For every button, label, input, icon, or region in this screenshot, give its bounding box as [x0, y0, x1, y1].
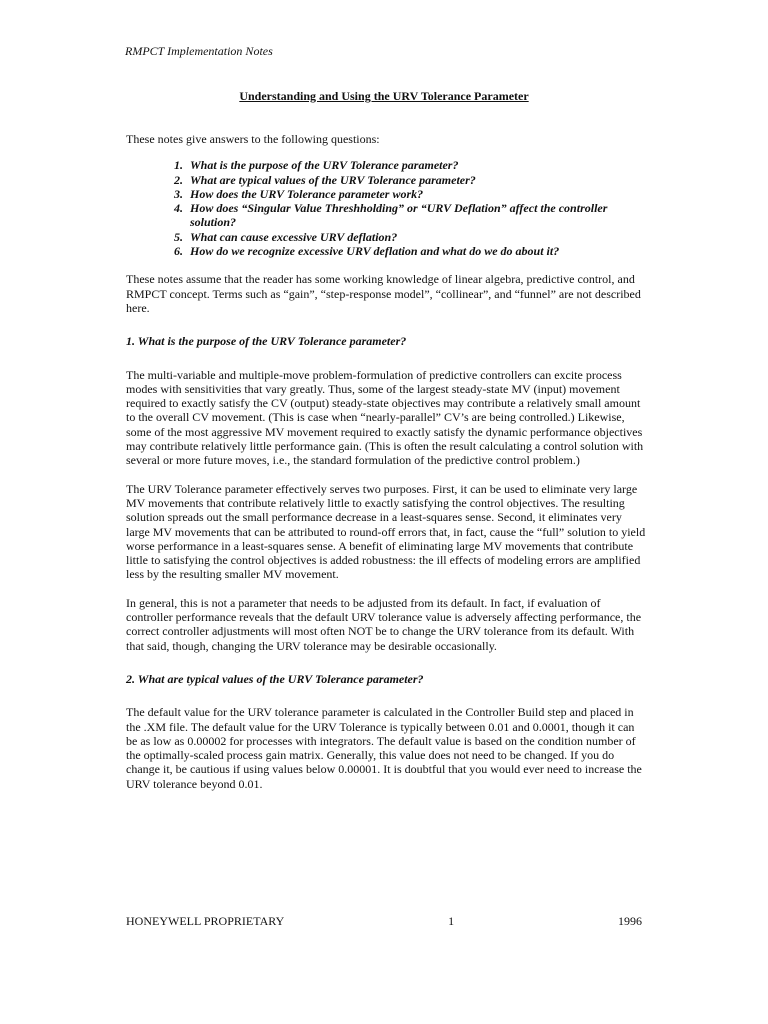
intro-text: These notes give answers to the following questions:	[126, 132, 380, 146]
question-item: 5. What can cause excessive URV deflation?	[186, 230, 646, 244]
section-2-heading: 2. What are typical values of the URV Tolerance parameter?	[126, 671, 424, 686]
assumption-paragraph: These notes assume that the reader has some working knowledge of linear algebra, predictive control, and RMPCT concept. Terms such as “gain”, “step-response model”, “collinear”, and “funnel” are not described here.	[126, 272, 641, 315]
footer-proprietary: HONEYWELL PROPRIETARY	[126, 914, 285, 928]
question-list	[126, 158, 646, 258]
question-item: 1. What is the purpose of the URV Tolerance parameter?	[186, 158, 646, 172]
footer-year: 1996	[617, 914, 642, 928]
question-item: 3. How does the URV Tolerance parameter work?	[186, 187, 646, 201]
section-1-heading: 1. What is the purpose of the URV Tolerance parameter?	[126, 334, 407, 349]
document-title: Understanding and Using the URV Tolerance Parameter	[239, 89, 529, 103]
running-header: RMPCT Implementation Notes	[125, 44, 273, 58]
question-item: 2. What are typical values of the URV Tolerance parameter?	[186, 173, 646, 187]
page-number: 1	[448, 914, 455, 928]
section-1-paragraph-3: In general, this is not a parameter that needs to be adjusted from its default. In fact, if evaluation of controller performance reveals that the default URV tolerance value is adversely affecting performance, the correct controller adjustments will most often NOT be to change the URV tolerance from its default. With that said, though, changing the URV tolerance may be desirable occasionally.	[126, 595, 642, 653]
page-footer	[126, 914, 642, 929]
section-1-paragraph-1: The multi-variable and multiple-move problem-formulation of predictive controllers can excite process modes with sensitivities that vary greatly. Thus, some of the largest steady-state MV (input) movement required to exactly satisfy the CV (output) steady-state objectives may contribute a relatively small amount to the overall CV movement. (This is case when “nearly-parallel” CV’s are being controlled.) Likewise, some of the most aggressive MV movement required to exactly satisfy the dynamic performance objectives may contribute relatively little performance gain. (This is often the result calculating a control solution with several or more future moves, i.e., the standard formulation of the predictive control problem.)	[126, 367, 644, 468]
section-2-paragraph-1: The default value for the URV tolerance parameter is calculated in the Controller Build step and placed in the .XM file. The default value for the URV Tolerance is typically between 0.01 and 0.0001, though it can be as low as 0.00002 for processes with integrators. The default value is based on the condition number of the optimally-scaled process gain matrix. Generally, this value does not need to be changed. If you do change it, be cautious if using values below 0.00001. It is doubtful that you would ever need to increase the URV tolerance beyond 0.01.	[126, 705, 642, 791]
question-item: 4. How does “Singular Value Threshholding” or “URV Deflation” affect the controller solution?	[186, 201, 646, 230]
document-body	[126, 132, 646, 805]
question-item: 6. How do we recognize excessive URV deflation and what do we do about it?	[186, 244, 646, 258]
section-1-paragraph-2: The URV Tolerance parameter effectively serves two purposes. First, it can be used to eliminate very large MV movements that contribute relatively little to exactly satisfying the control objectives. The resulting solution spreads out the small performance decrease in a least-squares sense. Second, it eliminates very large MV movements that can be attributed to round-off errors that, in fact, cause the “full” solution to yield worse performance in a least-squares sense. A benefit of eliminating large MV movements that contribute little to satisfying the control objectives is added robustness: the ill effects of modeling errors are amplified less by the resulting smaller MV movement.	[126, 481, 646, 582]
